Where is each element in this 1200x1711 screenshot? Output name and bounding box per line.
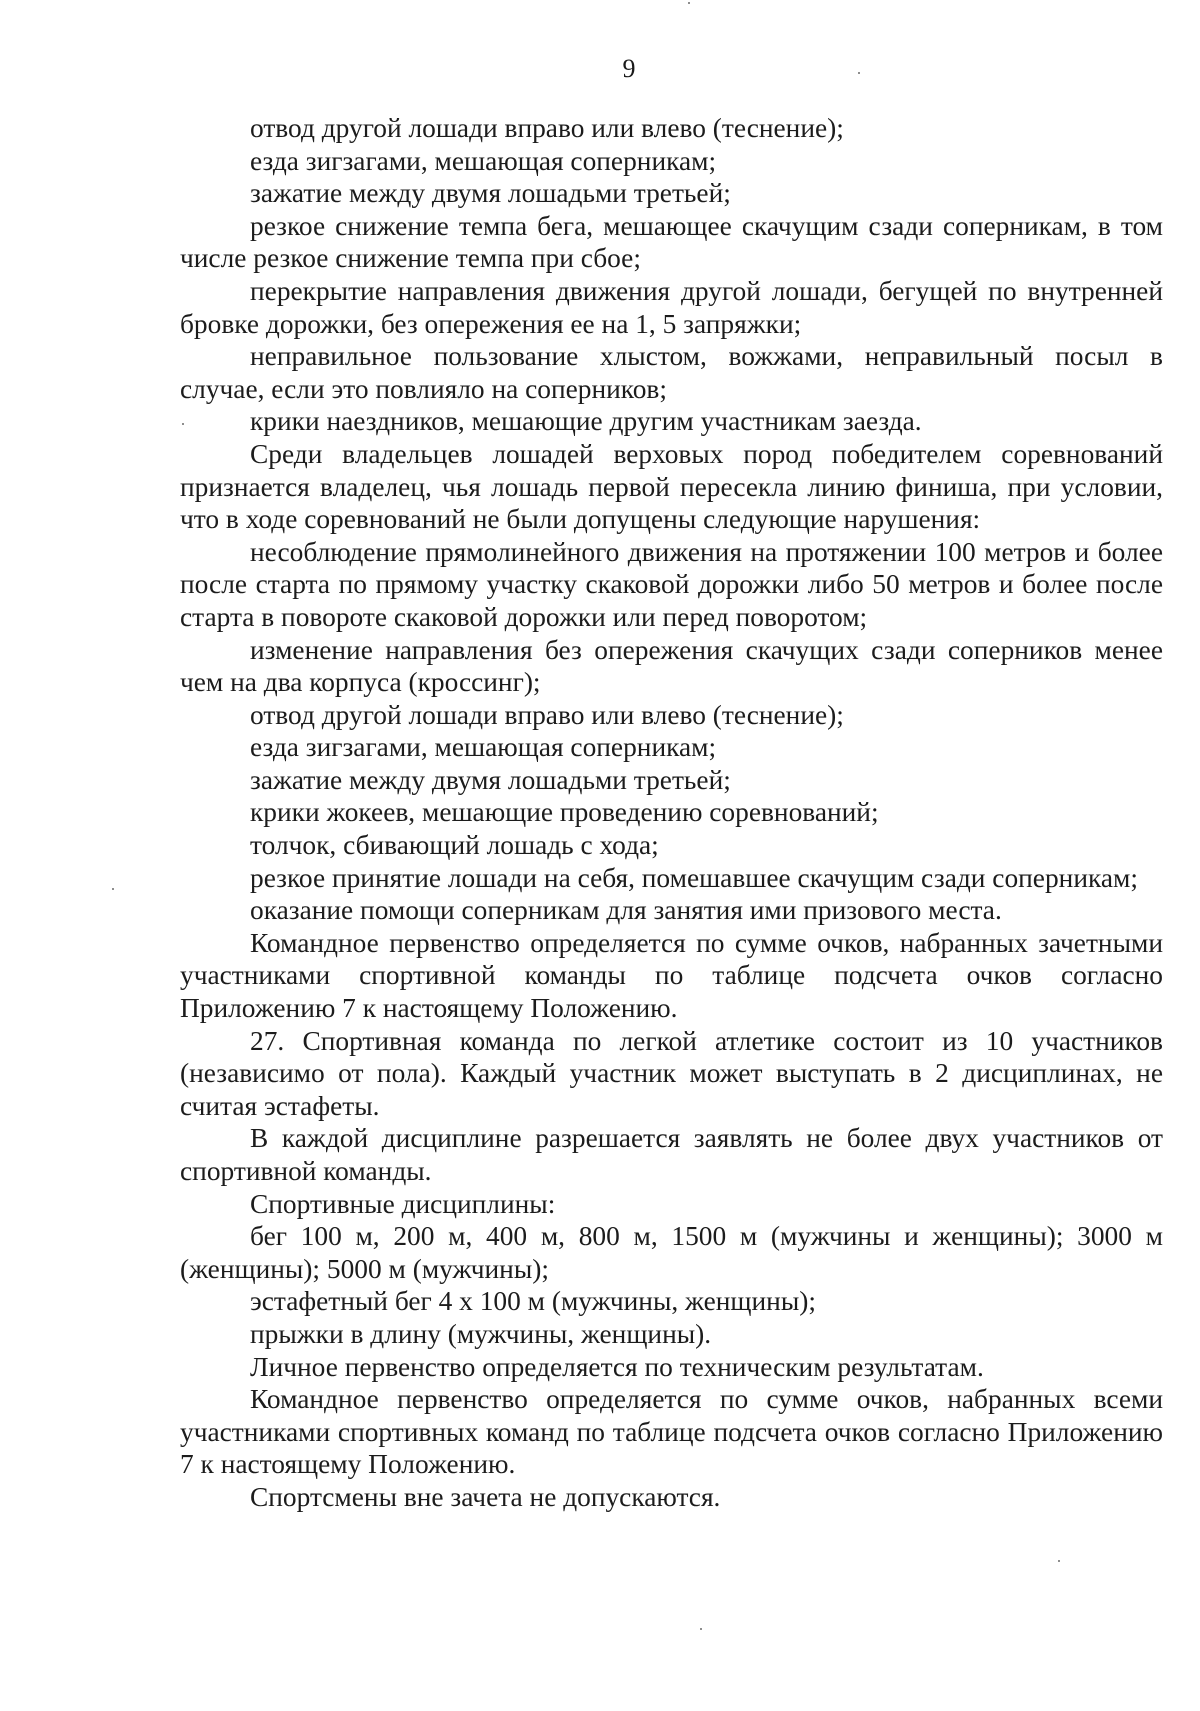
paragraph: Среди владельцев лошадей верховых пород победителем соревнований признается владелец, чья лошадь первой пересекла линию финиша, при условии, что в ходе соревнований не были допущены следующие нарушения: (180, 438, 1163, 535)
paragraph: зажатие между двумя лошадьми третьей; (250, 764, 731, 795)
document-body (180, 112, 1163, 1514)
scan-speck (182, 423, 184, 425)
scan-speck (858, 72, 860, 74)
paragraph: изменение направления без опережения скачущих сзади соперников менее чем на два корпуса (кроссинг); (180, 634, 1163, 698)
paragraph: отвод другой лошади вправо или влево (теснение); (250, 113, 844, 143)
paragraph: Спортсмены вне зачета не допускаются. (250, 1481, 721, 1512)
scan-speck (112, 888, 114, 890)
paragraph: перекрытие направления движения другой лошади, бегущей по внутренней бровке дорожки, без опережения ее на 1, 5 запряжки; (180, 275, 1163, 339)
paragraph: бег 100 м, 200 м, 400 м, 800 м, 1500 м (мужчины и женщины); 3000 м (женщины); 5000 м (мужчины); (180, 1221, 1163, 1284)
paragraph: оказание помощи соперникам для занятия ими призового места. (250, 895, 1002, 926)
paragraph: эстафетный бег 4 х 100 м (мужчины, женщины); (250, 1286, 816, 1317)
paragraph: резкое снижение темпа бега, мешающее скачущим сзади соперникам, в том числе резкое снижение темпа при сбое; (180, 210, 1163, 274)
paragraph: крики наездников, мешающие другим участникам заезда. (250, 406, 922, 437)
paragraph: толчок, сбивающий лошадь с хода; (250, 830, 659, 861)
paragraph: 27. Спортивная команда по легкой атлетике состоит из 10 участников (независимо от пола). Каждый участник может выступать в 2 дисциплинах, не считая эстафеты. (180, 1025, 1163, 1121)
paragraph: крики жокеев, мешающие проведению соревнований; (250, 797, 879, 828)
paragraph: Командное первенство определяется по сумме очков, набранных всеми участниками спортивных команд по таблице подсчета очков согласно Приложению 7 к настоящему Положению. (180, 1384, 1163, 1480)
paragraph: резкое принятие лошади на себя, помешавшее скачущим сзади соперникам; (250, 862, 1138, 893)
paragraph: Личное первенство определяется по техническим результатам. (250, 1351, 984, 1382)
scan-speck (700, 1628, 702, 1630)
paragraph: езда зигзагами, мешающая соперникам; (250, 732, 717, 763)
paragraph: зажатие между двумя лошадьми третьей; (250, 178, 731, 209)
paragraph: прыжки в длину (мужчины, женщины). (250, 1318, 712, 1349)
paragraph: езда зигзагами, мешающая соперникам; (250, 145, 717, 176)
paragraph: неправильное пользование хлыстом, вожжами, неправильный посыл в случае, если это повлияло на соперников; (180, 341, 1163, 404)
scan-speck (688, 2, 690, 4)
paragraph: отвод другой лошади вправо или влево (теснение); (250, 699, 844, 730)
paragraph: несоблюдение прямолинейного движения на протяжении 100 метров и более после старта по прямому участку скаковой дорожки либо 50 метров и более после старта в повороте скаковой дорожки или перед поворотом; (180, 536, 1163, 632)
paragraph: Спортивные дисциплины: (250, 1188, 556, 1219)
paragraph: В каждой дисциплине разрешается заявлять не более двух участников от спортивной команды. (180, 1123, 1163, 1186)
paragraph: Командное первенство определяется по сумме очков, набранных зачетными участниками спортивной команды по таблице подсчета очков согласно Приложению 7 к настоящему Положению. (180, 927, 1163, 1024)
scan-speck (1058, 1560, 1060, 1562)
page-number: 9 (622, 54, 636, 83)
